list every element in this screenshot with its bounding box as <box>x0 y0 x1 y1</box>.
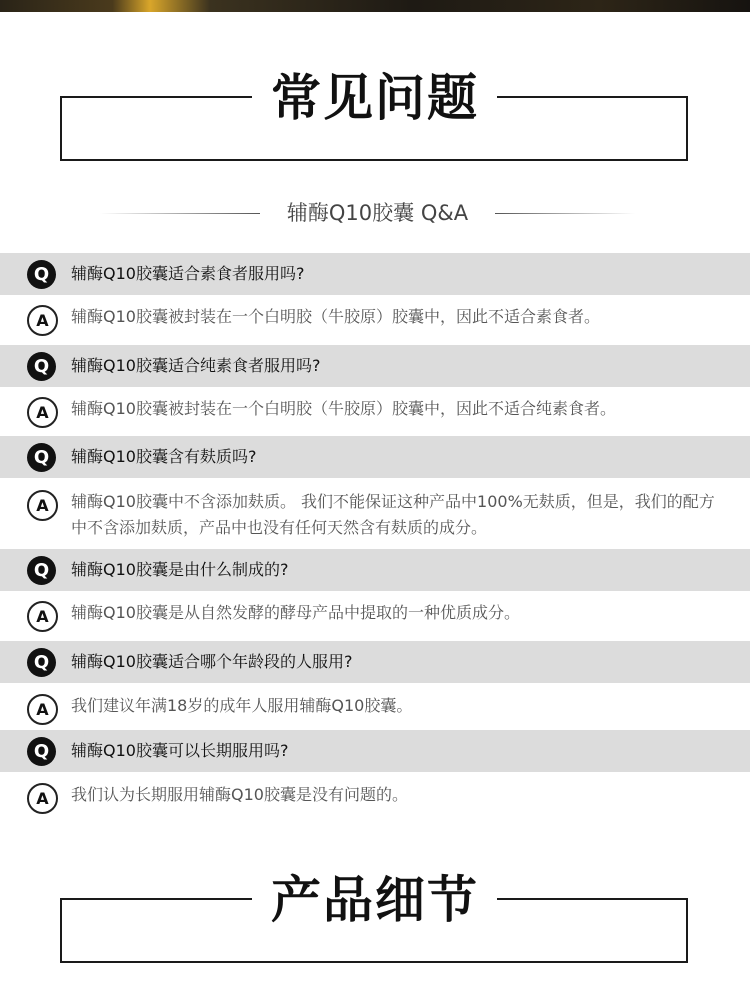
faq-subtitle: 辅酶Q10胶囊 Q&A <box>286 201 469 225</box>
faq-question-row <box>0 345 750 387</box>
faq-title-frame-top-left <box>60 96 252 98</box>
faq-question-text: 辅酶Q10胶囊含有麸质吗? <box>71 447 257 466</box>
faq-answer-text: 我们建议年满18岁的成年人服用辅酶Q10胶囊。 <box>71 696 413 715</box>
q-badge-icon: Q <box>27 556 56 585</box>
a-badge-icon: A <box>27 694 58 725</box>
faq-title-frame-top-right <box>497 96 688 98</box>
faq-answer-text: 辅酶Q10胶囊是从自然发酵的酵母产品中提取的一种优质成分。 <box>71 603 520 622</box>
q-badge-icon: Q <box>27 443 56 472</box>
faq-answer-row <box>0 295 750 343</box>
faq-question-row <box>0 253 750 295</box>
a-badge-icon: A <box>27 305 58 336</box>
q-badge-icon: Q <box>27 648 56 677</box>
a-badge-icon: A <box>27 397 58 428</box>
details-title-frame-top-left <box>60 898 252 900</box>
faq-question-row <box>0 549 750 591</box>
faq-answer-row <box>0 478 750 548</box>
faq-answer-row <box>0 387 750 435</box>
q-badge-icon: Q <box>27 737 56 766</box>
q-badge-icon: Q <box>27 352 56 381</box>
faq-question-row <box>0 641 750 683</box>
faq-question-text: 辅酶Q10胶囊适合纯素食者服用吗? <box>71 356 321 375</box>
faq-question-text: 辅酶Q10胶囊可以长期服用吗? <box>71 741 289 760</box>
faq-question-text: 辅酶Q10胶囊适合素食者服用吗? <box>71 264 305 283</box>
faq-question-text: 辅酶Q10胶囊适合哪个年龄段的人服用? <box>71 652 353 671</box>
faq-answer-row <box>0 683 750 731</box>
faq-answer-row <box>0 591 750 639</box>
details-title: 产品细节 <box>271 871 479 929</box>
product-photo-strip <box>0 0 750 12</box>
a-badge-icon: A <box>27 490 58 521</box>
faq-answer-text: 辅酶Q10胶囊中不含添加麸质。 我们不能保证这种产品中100%无麸质，但是，我们的配方中不含添加麸质，产品中也没有任何天然含有麸质的成分。 <box>71 492 715 537</box>
faq-answer-text: 我们认为长期服用辅酶Q10胶囊是没有问题的。 <box>71 785 408 804</box>
a-badge-icon: A <box>27 601 58 632</box>
faq-question-row <box>0 436 750 478</box>
details-title-frame-top-right <box>497 898 688 900</box>
faq-answer-text: 辅酶Q10胶囊被封装在一个白明胶（牛胶原）胶囊中，因此不适合纯素食者。 <box>71 399 616 418</box>
subtitle-divider-left <box>100 213 260 214</box>
a-badge-icon: A <box>27 783 58 814</box>
faq-title: 常见问题 <box>271 69 479 127</box>
faq-question-row <box>0 730 750 772</box>
faq-question-text: 辅酶Q10胶囊是由什么制成的? <box>71 560 289 579</box>
q-badge-icon: Q <box>27 260 56 289</box>
subtitle-divider-right <box>495 213 635 214</box>
faq-answer-text: 辅酶Q10胶囊被封装在一个白明胶（牛胶原）胶囊中，因此不适合素食者。 <box>71 307 600 326</box>
faq-subtitle-row <box>0 196 750 230</box>
faq-answer-row <box>0 772 750 820</box>
